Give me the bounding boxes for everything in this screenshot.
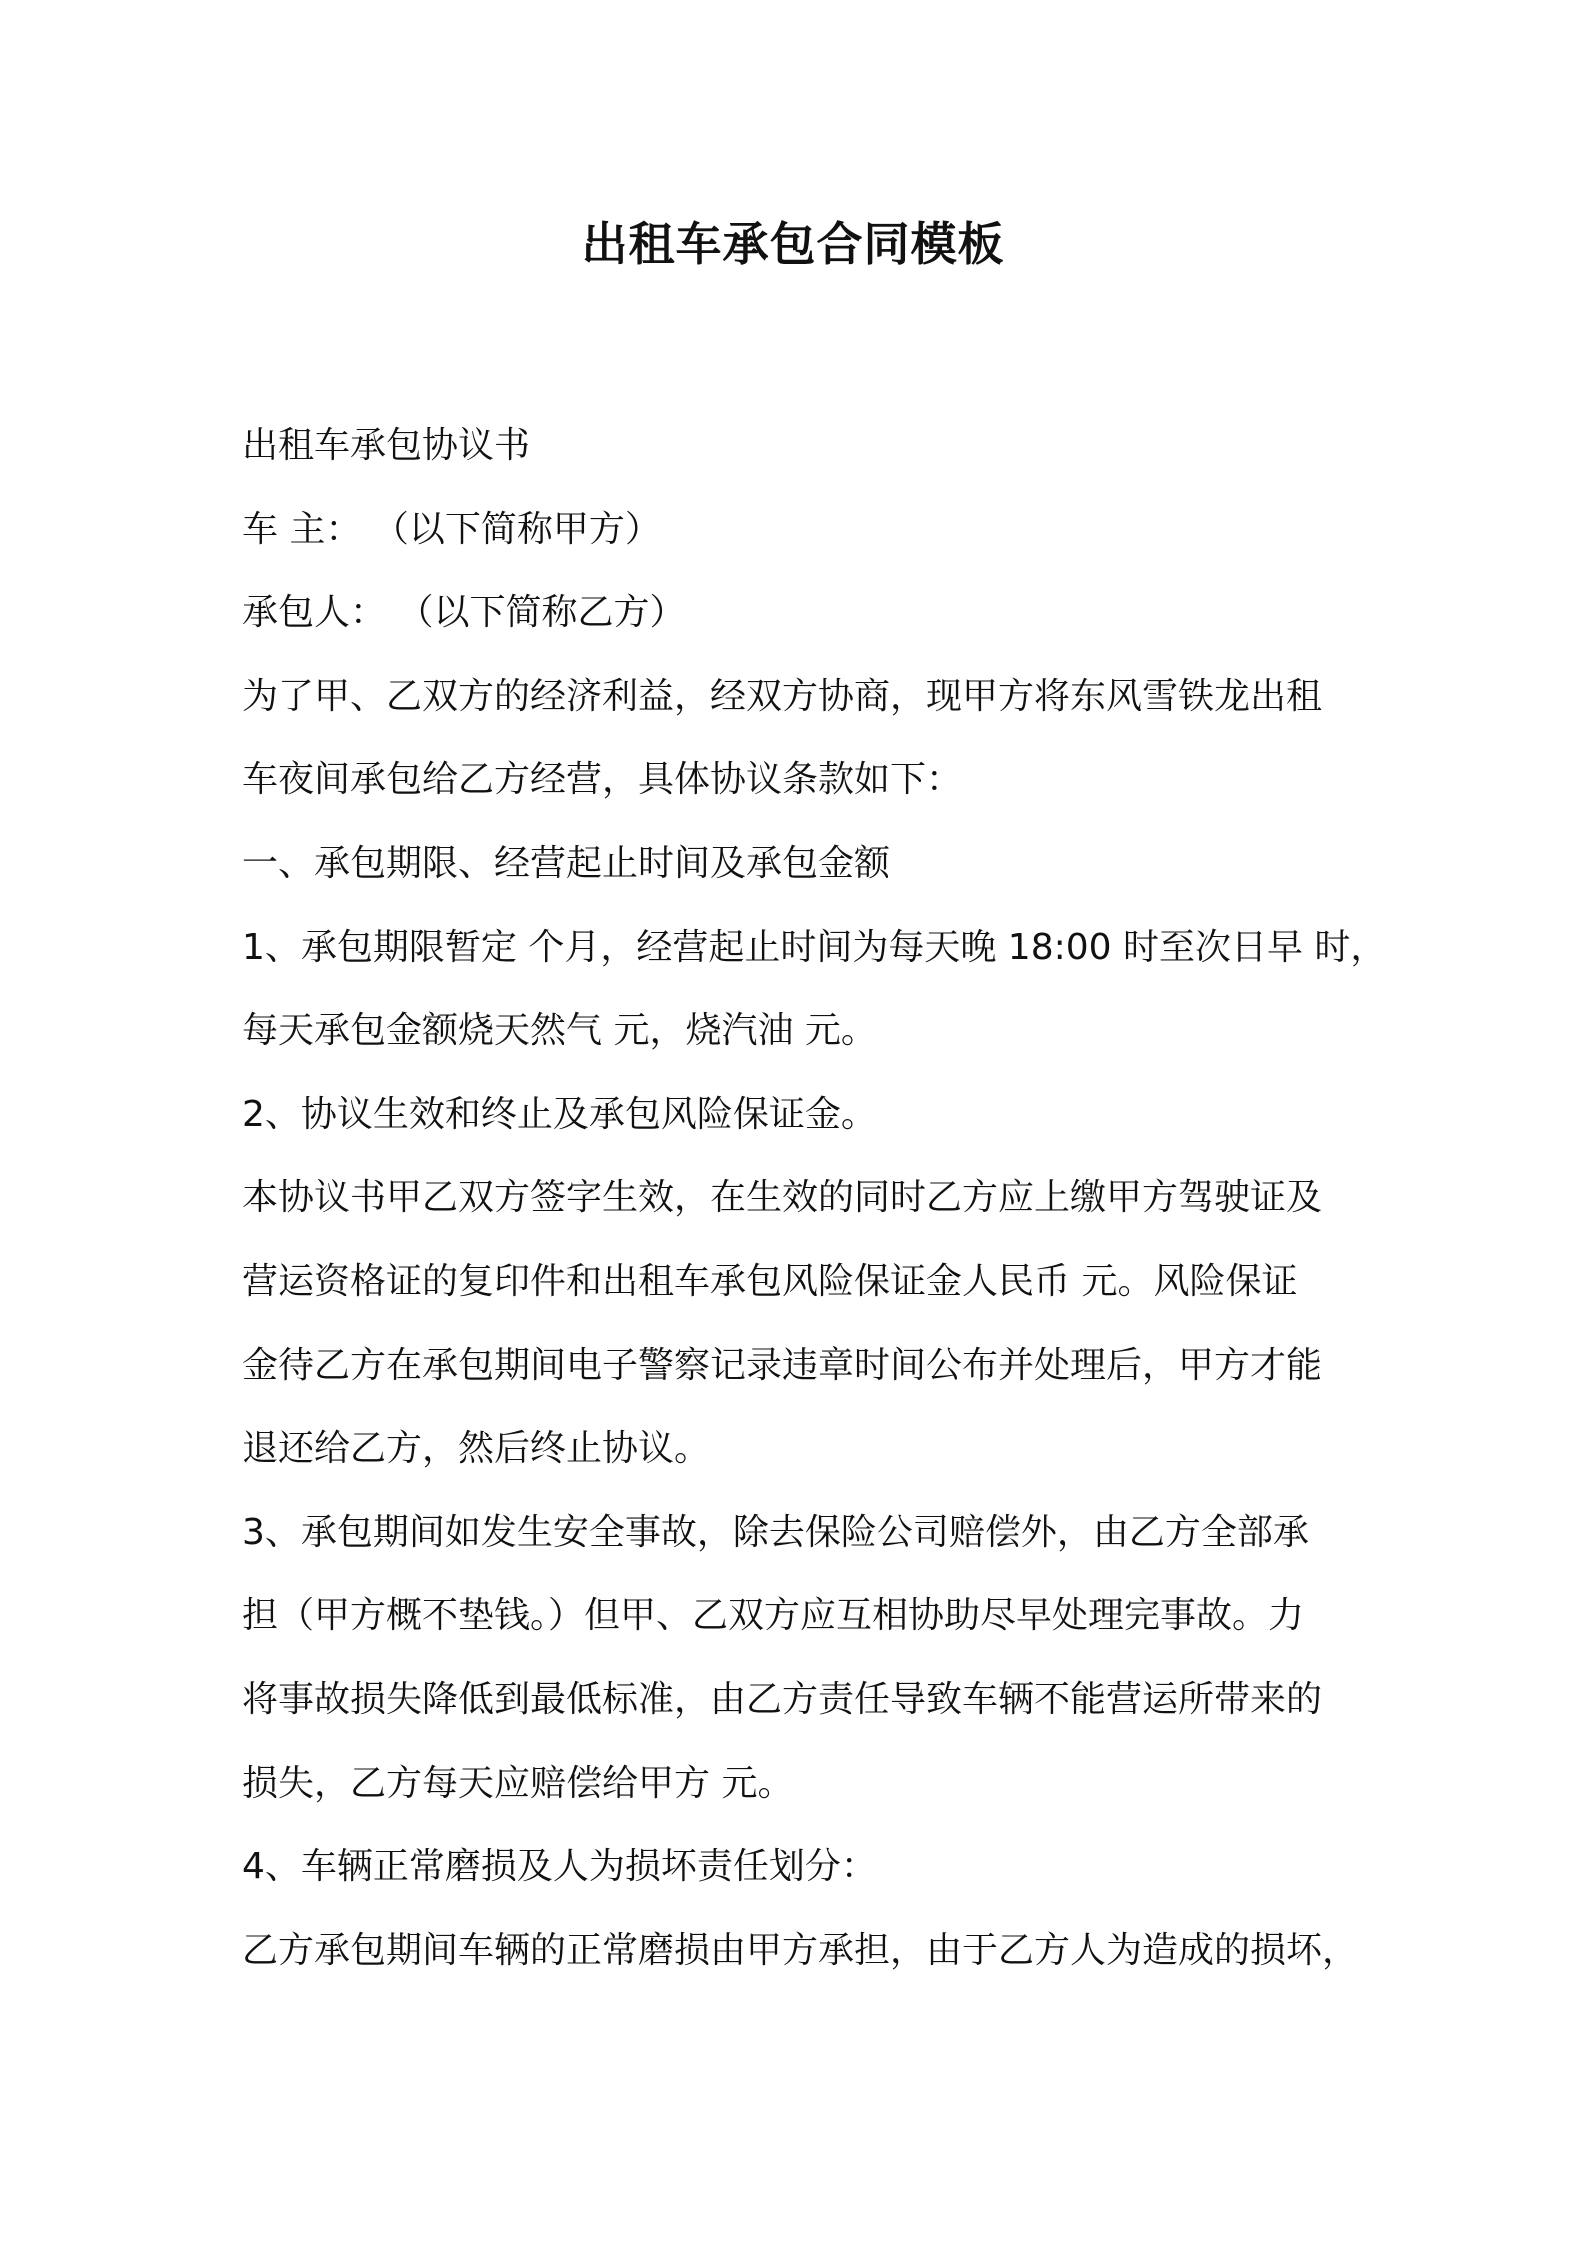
- clause-line: 担（甲方概不垫钱。）但甲、乙双方应互相协助尽早处理完事故。力: [242, 1595, 1305, 1637]
- clause-line: 3、承包期间如发生安全事故，除去保险公司赔偿外，由乙方全部承: [242, 1511, 1309, 1553]
- preamble-line: 为了甲、乙双方的经济利益，经双方协商，现甲方将东风雪铁龙出租: [242, 675, 1323, 717]
- document-body: [242, 404, 1387, 1992]
- clause-line: 乙方承包期间车辆的正常磨损由甲方承担，由于乙方人为造成的损坏，: [242, 1929, 1359, 1971]
- clause-line: 1、承包期限暂定 个月，经营起止时间为每天晚 18:00 时至次日早 时，: [242, 926, 1387, 968]
- clause-line: 每天承包金额烧天然气 元，烧汽油 元。: [242, 1010, 877, 1052]
- clause-line: 营运资格证的复印件和出租车承包风险保证金人民币 元。风险保证: [242, 1260, 1298, 1302]
- document-title: 出租车承包合同模板: [581, 217, 1005, 271]
- preamble-line: 车夜间承包给乙方经营，具体协议条款如下：: [242, 759, 963, 801]
- party-a-line: 车 主： （以下简称甲方）: [242, 508, 661, 550]
- clause-line: 本协议书甲乙双方签字生效，在生效的同时乙方应上缴甲方驾驶证及: [242, 1177, 1323, 1219]
- clause-line: 退还给乙方，然后终止协议。: [242, 1428, 711, 1470]
- clause-line: 2、协议生效和终止及承包风险保证金。: [242, 1093, 877, 1135]
- clause-line: 4、车辆正常磨损及人为损坏责任划分：: [242, 1846, 877, 1888]
- clause-line: 金待乙方在承包期间电子警察记录违章时间公布并处理后，甲方才能: [242, 1344, 1323, 1386]
- clause-line: 损失，乙方每天应赔偿给甲方 元。: [242, 1762, 794, 1804]
- agreement-heading: 出租车承包协议书: [242, 425, 531, 466]
- section-heading: 一、承包期限、经营起止时间及承包金额: [242, 842, 891, 884]
- party-b-line: 承包人： （以下简称乙方）: [242, 592, 686, 634]
- clause-line: 将事故损失降低到最低标准，由乙方责任导致车辆不能营运所带来的: [242, 1678, 1323, 1720]
